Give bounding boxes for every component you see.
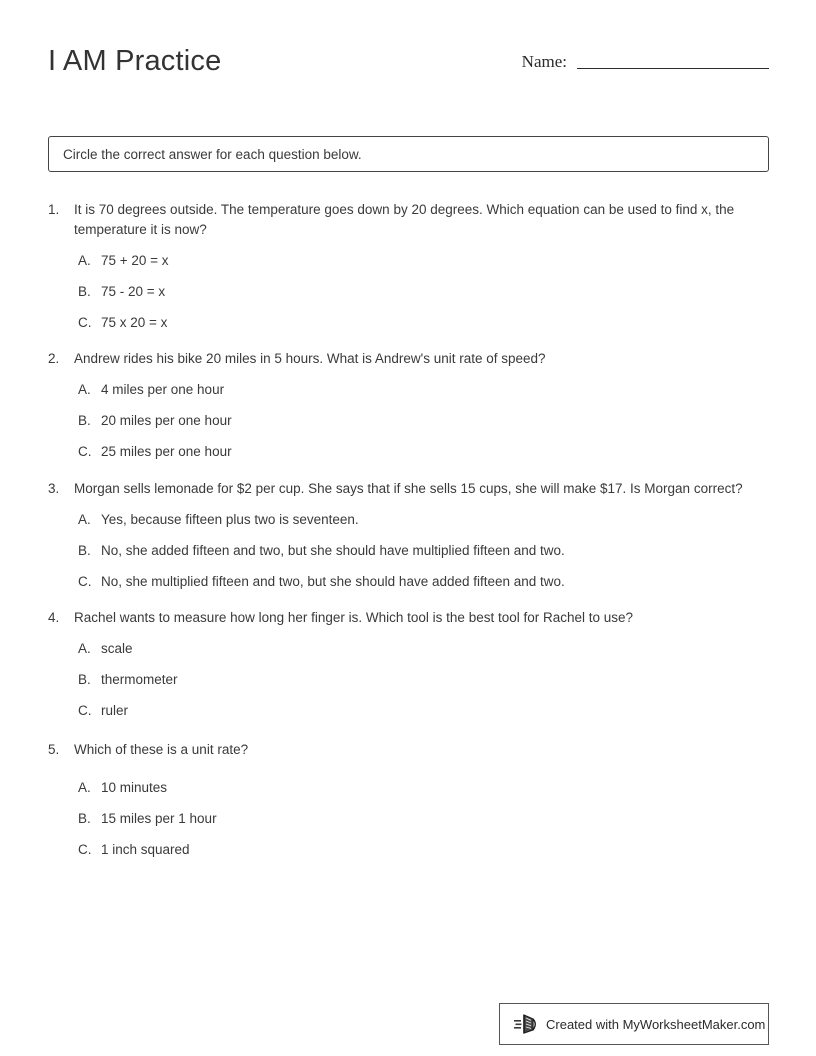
choice-text: 20 miles per one hour xyxy=(101,413,232,428)
choice-option[interactable] xyxy=(78,511,769,529)
choice-text: ruler xyxy=(101,703,129,718)
choice-text: 15 miles per 1 hour xyxy=(101,811,217,826)
choice-text: No, she added fifteen and two, but she should have multiplied fifteen and two. xyxy=(101,543,565,558)
question-row xyxy=(48,479,769,499)
question-text: Which of these is a unit rate? xyxy=(74,742,249,757)
question-text: It is 70 degrees outside. The temperature goes down by 20 degrees. Which equation can be used to find x, the temperature it is now? xyxy=(74,202,735,237)
choice-letter: B. xyxy=(78,413,91,428)
choice-letter: B. xyxy=(78,543,91,558)
choice-option[interactable] xyxy=(78,810,769,828)
choices-list xyxy=(48,252,769,332)
choice-letter: A. xyxy=(78,780,91,795)
choice-letter: B. xyxy=(78,811,91,826)
choices-list xyxy=(48,779,769,859)
footer-attribution-badge[interactable] xyxy=(499,1003,769,1045)
choice-text: No, she multiplied fifteen and two, but she should have added fifteen and two. xyxy=(101,574,565,589)
page-title: I AM Practice xyxy=(48,45,222,77)
choice-text: 1 inch squared xyxy=(101,842,190,857)
question-text: Morgan sells lemonade for $2 per cup. She says that if she sells 15 cups, she will make $17. Is Morgan correct? xyxy=(74,481,743,496)
question-number: 3. xyxy=(48,481,60,496)
name-label: Name: xyxy=(521,52,567,71)
choice-option[interactable] xyxy=(78,702,769,720)
name-field-group xyxy=(522,52,769,72)
choice-option[interactable] xyxy=(78,381,769,399)
question-item xyxy=(48,479,769,591)
choice-text: 10 minutes xyxy=(101,780,168,795)
question-item xyxy=(48,200,769,332)
choice-letter: C. xyxy=(78,842,92,857)
instruction-box xyxy=(48,136,769,172)
choice-letter: A. xyxy=(78,382,91,397)
choice-letter: A. xyxy=(78,512,91,527)
question-row xyxy=(48,740,769,760)
question-number: 1. xyxy=(48,202,60,217)
choice-option[interactable] xyxy=(78,671,769,689)
choice-text: thermometer xyxy=(101,672,178,687)
question-row xyxy=(48,200,769,240)
choice-option[interactable] xyxy=(78,283,769,301)
choice-text: 75 - 20 = x xyxy=(101,284,166,299)
choice-letter: C. xyxy=(78,703,92,718)
name-input-line[interactable] xyxy=(577,68,769,69)
question-row xyxy=(48,608,769,628)
questions-list xyxy=(48,200,769,879)
choice-letter: B. xyxy=(78,284,91,299)
choice-letter: C. xyxy=(78,574,92,589)
choices-list xyxy=(48,511,769,591)
question-number: 5. xyxy=(48,742,60,757)
choices-list xyxy=(48,640,769,720)
choice-letter: C. xyxy=(78,315,92,330)
choice-letter: B. xyxy=(78,672,91,687)
choice-text: scale xyxy=(101,641,133,656)
choice-option[interactable] xyxy=(78,443,769,461)
choice-option[interactable] xyxy=(78,314,769,332)
choice-option[interactable] xyxy=(78,252,769,270)
question-text: Andrew rides his bike 20 miles in 5 hours. What is Andrew's unit rate of speed? xyxy=(74,351,546,366)
choice-text: 4 miles per one hour xyxy=(101,382,225,397)
worksheet-header xyxy=(48,44,769,96)
choice-option[interactable] xyxy=(78,640,769,658)
question-number: 2. xyxy=(48,351,60,366)
choices-list xyxy=(48,381,769,461)
question-number: 4. xyxy=(48,610,60,625)
choice-text: 25 miles per one hour xyxy=(101,444,232,459)
choice-option[interactable] xyxy=(78,779,769,797)
worksheet-maker-logo-icon xyxy=(514,1012,540,1036)
question-text: Rachel wants to measure how long her finger is. Which tool is the best tool for Rachel to use? xyxy=(74,610,634,625)
question-item xyxy=(48,740,769,859)
question-row xyxy=(48,349,769,369)
choice-letter: A. xyxy=(78,641,91,656)
footer-attribution-text: Created with MyWorksheetMaker.com xyxy=(546,1016,766,1032)
choice-text: Yes, because fifteen plus two is seventeen. xyxy=(101,512,359,527)
question-item xyxy=(48,349,769,461)
instruction-text: Circle the correct answer for each question below. xyxy=(63,146,362,162)
choice-option[interactable] xyxy=(78,841,769,859)
choice-letter: A. xyxy=(78,253,91,268)
question-item xyxy=(48,608,769,720)
choice-option[interactable] xyxy=(78,573,769,591)
choice-text: 75 x 20 = x xyxy=(101,315,168,330)
choice-letter: C. xyxy=(78,444,92,459)
choice-text: 75 + 20 = x xyxy=(101,253,169,268)
choice-option[interactable] xyxy=(78,542,769,560)
choice-option[interactable] xyxy=(78,412,769,430)
